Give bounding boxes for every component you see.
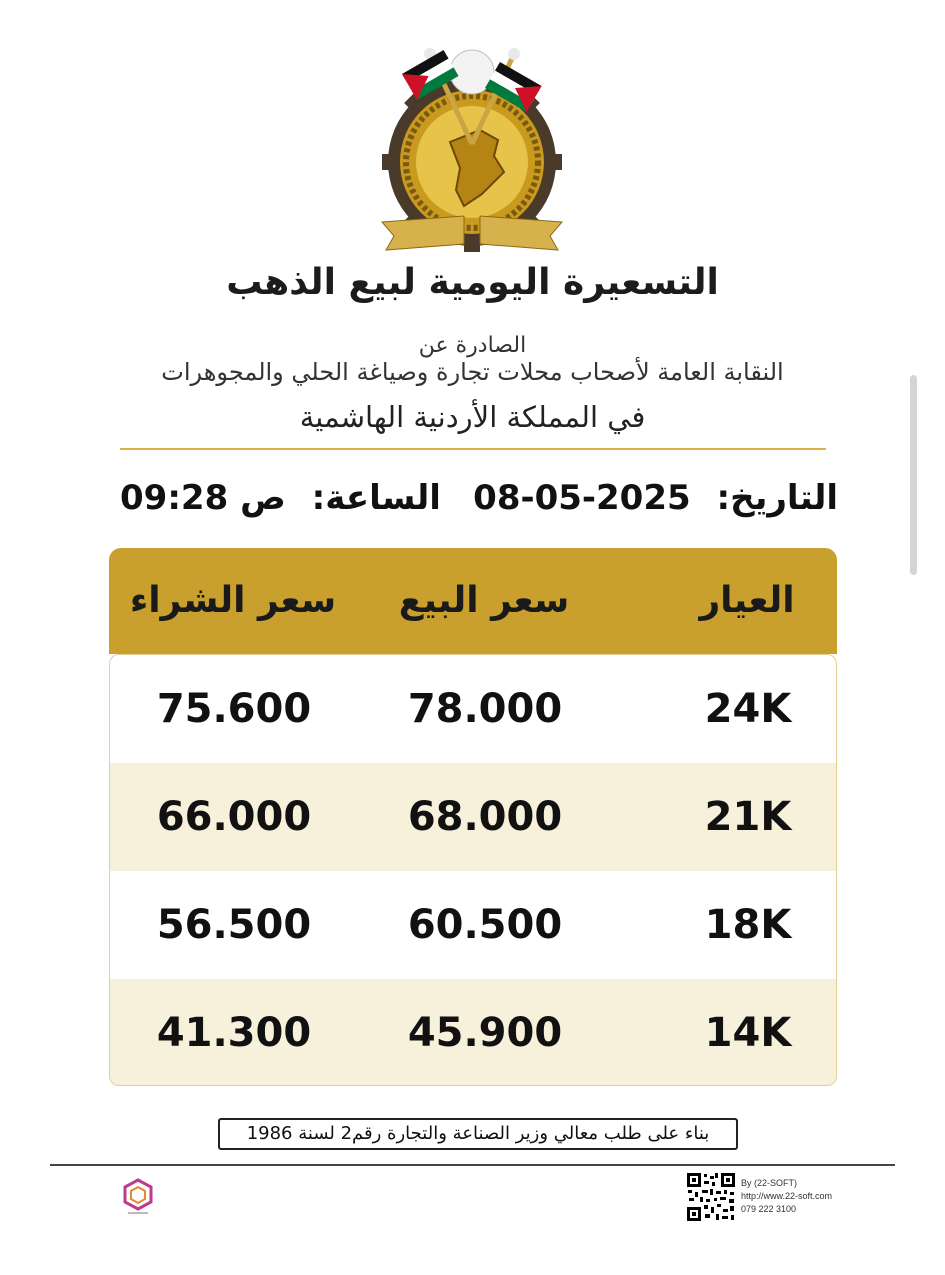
sell-price-cell: 45.900 [407,1010,563,1056]
time-label: الساعة: [311,478,441,518]
buy-price-cell: 56.500 [156,902,312,948]
issued-by-label: الصادرة عن [418,333,527,358]
karat-cell: 14K [704,1010,792,1056]
buy-price-cell: 75.600 [156,686,312,732]
datetime-row [110,478,838,524]
credits-phone: 079 222 3100 [741,1204,797,1214]
karat-cell: 24K [704,686,792,732]
karat-cell: 18K [704,902,792,948]
date-block [473,478,838,518]
header-divider [120,448,826,450]
sell-price-cell: 60.500 [407,902,563,948]
sell-price-cell: 78.000 [407,686,563,732]
sell-price-cell: 68.000 [407,794,563,840]
union-name: النقابة العامة لأصحاب محلات تجارة وصياغة الحلي والمجوهرات [161,358,784,386]
buy-price-cell: 66.000 [156,794,312,840]
qr-code-icon [686,1172,736,1222]
page-title: التسعيرة اليومية لبيع الذهب [226,262,719,303]
table-row [110,763,837,871]
karat-cell: 21K [704,794,792,840]
credits-url[interactable]: http://www.22-soft.com [741,1191,833,1201]
price-table-header [109,548,837,654]
jordan-gold-union-emblem-icon [372,44,572,264]
table-row [110,655,837,763]
time-block [120,478,441,518]
credits-by: By (22-SOFT) [741,1178,798,1188]
karat-header: العيار [699,580,795,621]
kingdom-name: في المملكة الأردنية الهاشمية [299,400,646,434]
date-value: 08-05-2025 [473,478,691,518]
buy-price-cell: 41.300 [156,1010,312,1056]
date-label: التاريخ: [716,478,838,518]
buy-price-header: سعر الشراء [129,580,337,621]
ministerial-note: بناء على طلب معالي وزير الصناعة والتجارة رقم2 لسنة 1986 [218,1118,738,1150]
table-row [110,871,837,979]
22-soft-logo-icon [122,1178,154,1216]
time-value: 09:28 ص [120,478,286,518]
table-row [110,979,837,1086]
price-table-body [109,654,837,1086]
footer-divider [50,1164,895,1166]
credits-block [741,1177,832,1216]
vertical-scrollbar[interactable] [910,375,917,575]
sell-price-header: سعر البيع [398,580,570,621]
